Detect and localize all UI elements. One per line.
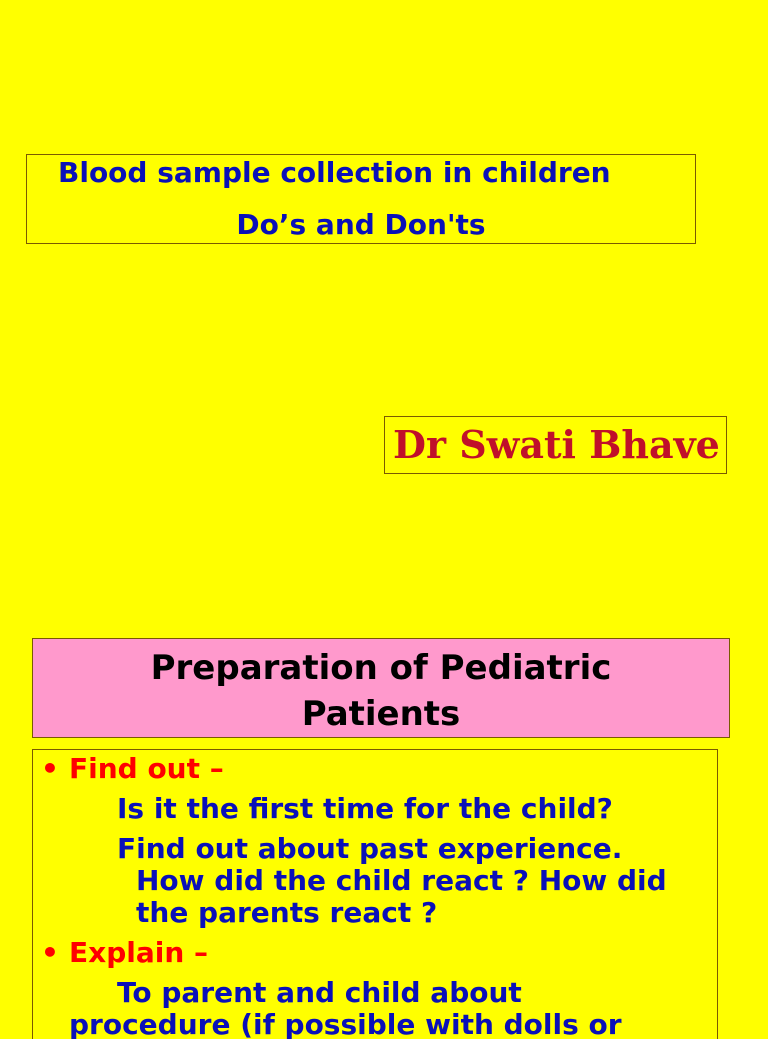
slide-subtitle: Do’s and Don'ts <box>236 208 486 241</box>
find-out-line-1: Is it the first time for the child? <box>117 792 613 825</box>
explain-line-2: procedure (if possible with dolls or <box>69 1008 622 1039</box>
bullet-icon: • <box>41 936 59 969</box>
slide-title: Blood sample collection in children <box>58 156 611 189</box>
title-box <box>26 154 696 244</box>
list-item-find-out <box>41 752 224 785</box>
content-box <box>32 749 718 1039</box>
section-heading <box>32 638 730 738</box>
find-out-line-4: the parents react ? <box>136 896 438 929</box>
explain-label: Explain – <box>69 936 209 969</box>
heading-line-2: Patients <box>301 694 461 734</box>
find-out-line-2: Find out about past experience. <box>117 832 623 865</box>
find-out-label: Find out – <box>69 752 224 785</box>
bullet-icon: • <box>41 752 59 785</box>
find-out-line-3: How did the child react ? How did <box>136 864 667 897</box>
author-name: Dr Swati Bhave <box>384 416 727 474</box>
heading-line-1: Preparation of Pediatric <box>150 648 612 688</box>
list-item-explain <box>41 936 208 969</box>
explain-line-1: To parent and child about <box>117 976 522 1009</box>
